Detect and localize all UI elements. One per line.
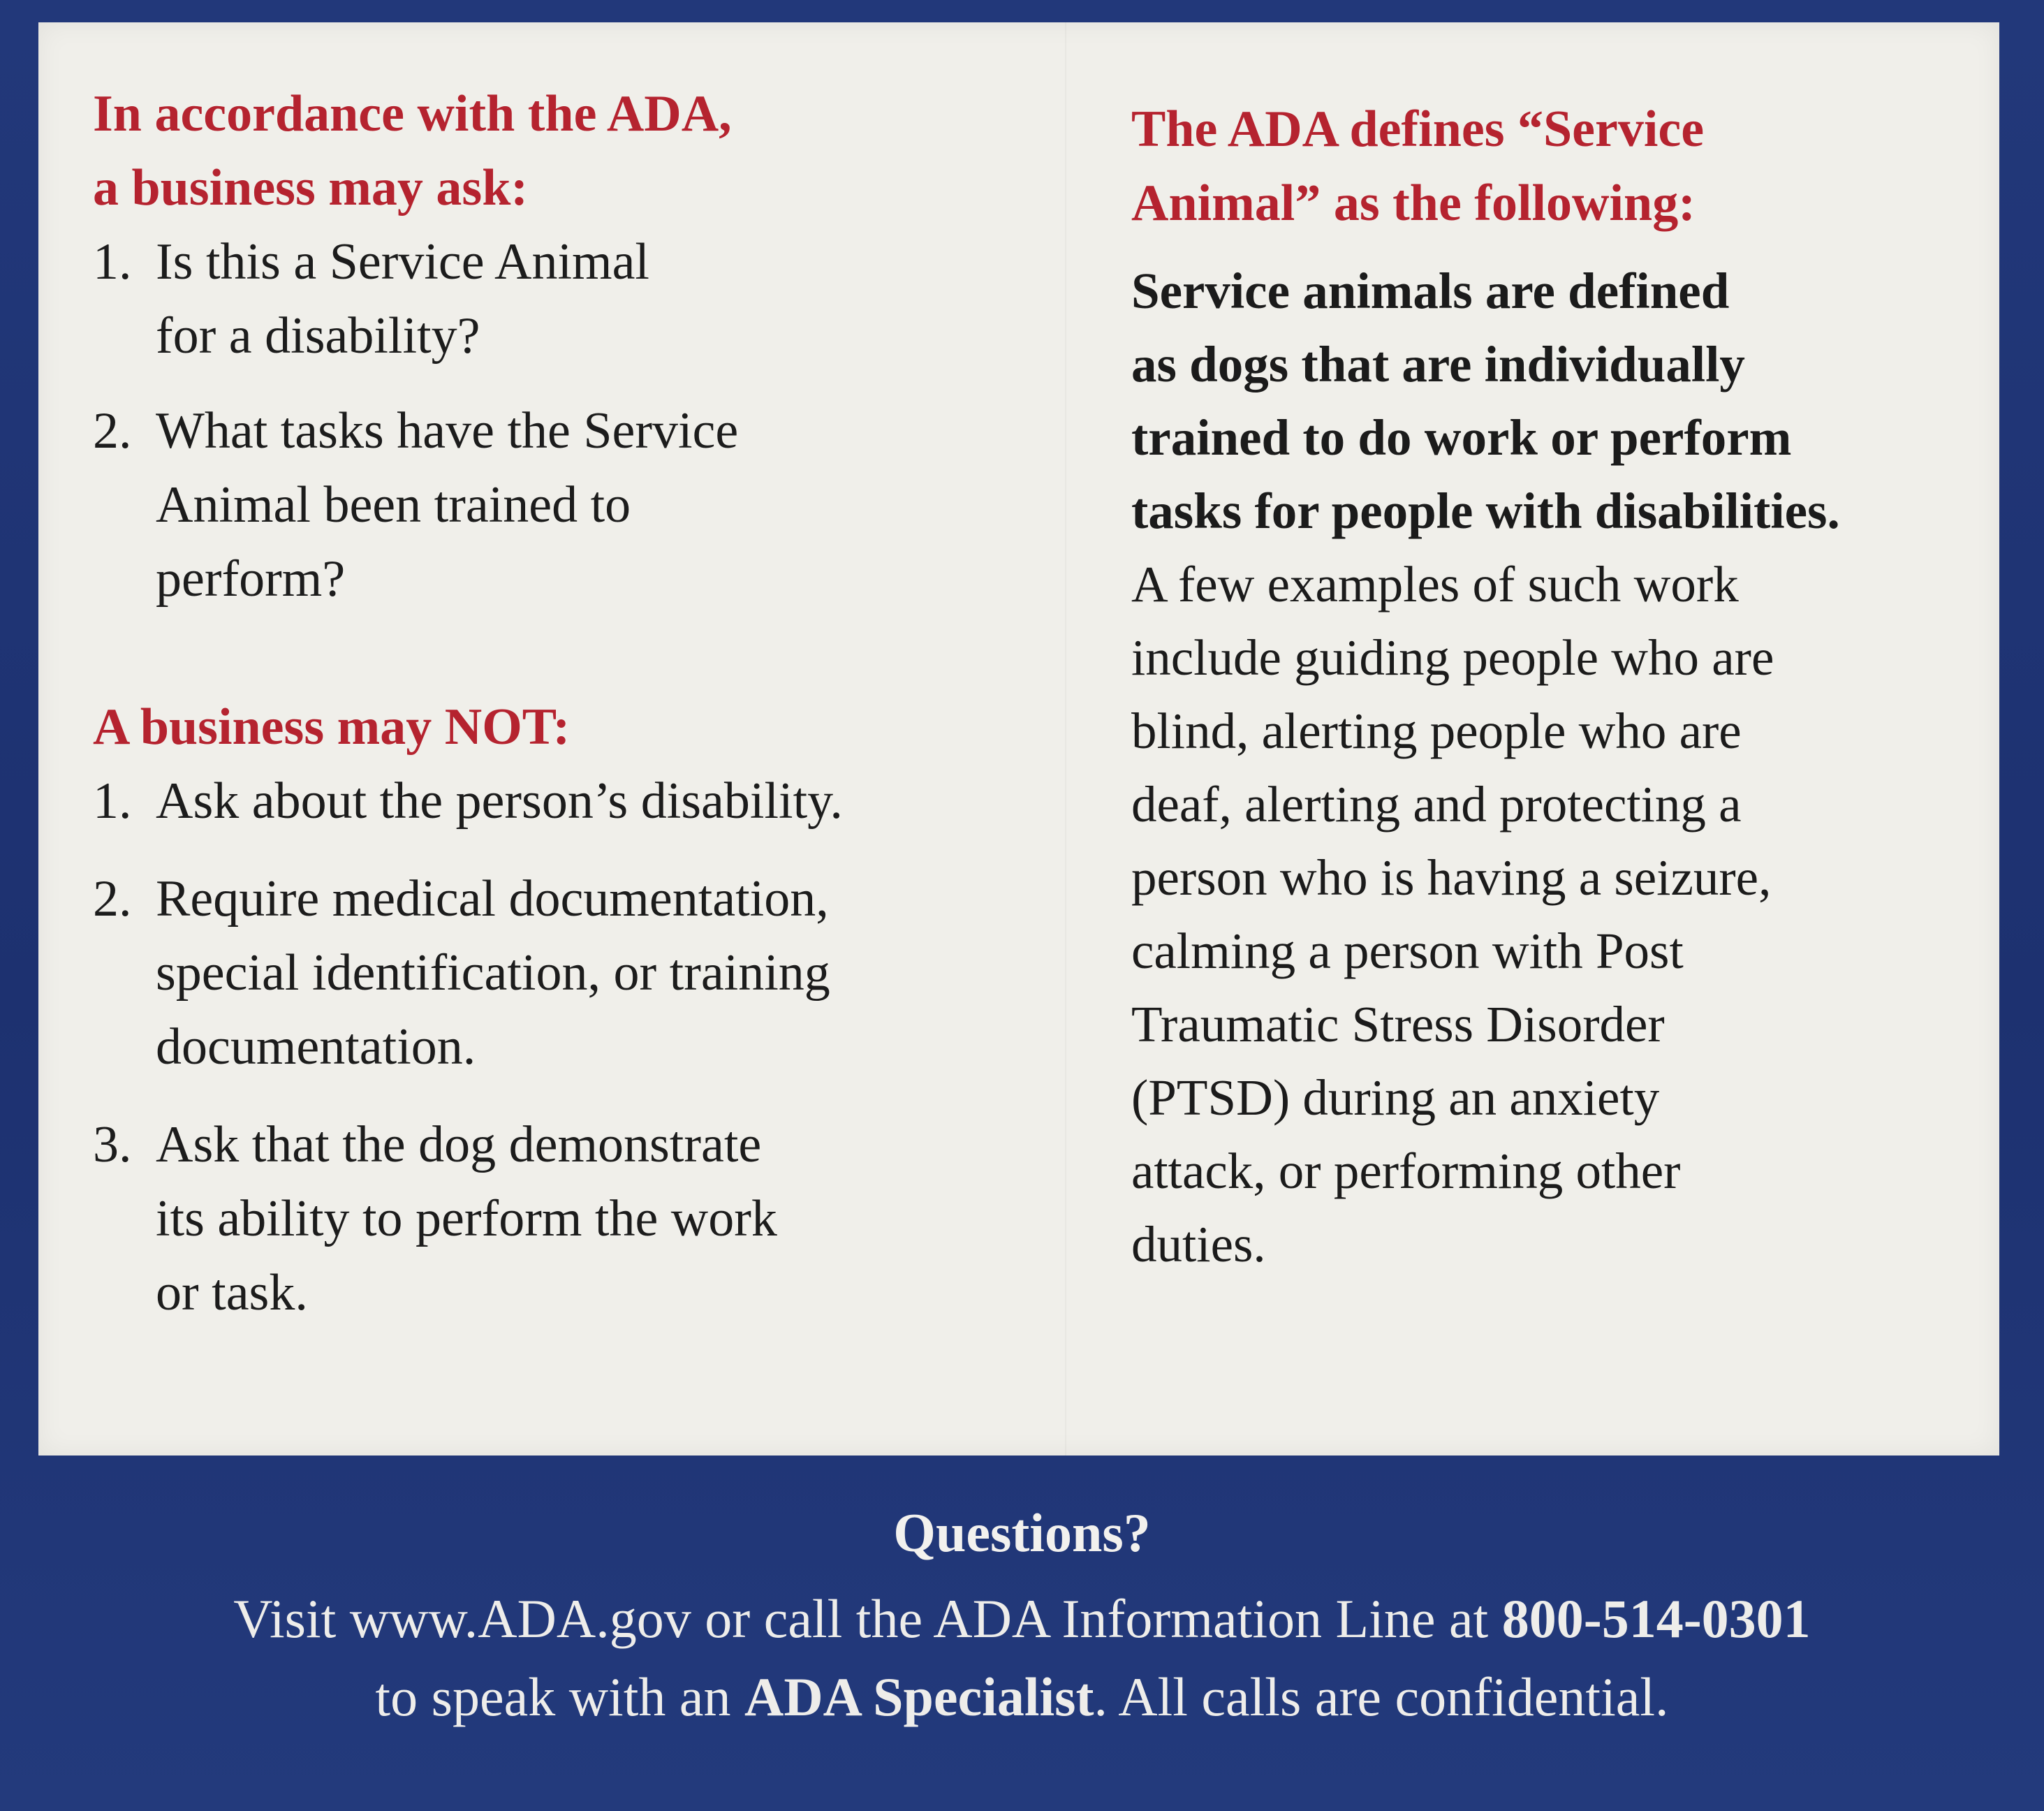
footer-text — [42, 1580, 2002, 1736]
definition-line: A few examples of such work — [1131, 556, 1739, 613]
may-not-item-2-line-1: Require medical documentation, — [156, 870, 829, 928]
may-not-item-3-line-3: or task. — [156, 1264, 308, 1321]
may-not-item-2 — [93, 862, 1057, 1084]
list-number: 2. — [93, 870, 132, 928]
footer-line-2 — [42, 1658, 2002, 1736]
definition-line: (PTSD) during an anxiety — [1131, 1069, 1660, 1126]
may-ask-heading-line-2: a business may ask: — [93, 159, 529, 217]
definition-line: deaf, alerting and protecting a — [1131, 776, 1742, 833]
footer-line-1 — [42, 1580, 2002, 1658]
may-not-item-3-line-2: its ability to perform the work — [156, 1190, 777, 1247]
definition-heading-line-1: The ADA defines “Service — [1131, 101, 1705, 158]
left-column — [93, 77, 1057, 1354]
may-ask-item-1-line-2: for a disability? — [156, 307, 480, 365]
may-not-item-2-line-2: special identification, or training — [156, 944, 830, 1002]
may-ask-item-2-line-1: What tasks have the Service — [156, 402, 739, 460]
may-ask-heading — [93, 77, 1057, 225]
fold-line — [1065, 22, 1066, 1456]
definition-line: blind, alerting people who are — [1131, 703, 1742, 759]
may-ask-item-1 — [93, 225, 1057, 373]
definition-heading — [1131, 92, 1990, 240]
right-column — [1131, 92, 1990, 1281]
may-ask-item-2-line-2: Animal been trained to — [156, 476, 631, 534]
may-not-item-2-line-3: documentation. — [156, 1018, 476, 1076]
content-panel — [38, 22, 1999, 1456]
definition-line: Traumatic Stress Disorder — [1131, 996, 1665, 1053]
may-not-list — [93, 764, 1057, 1330]
phone-number: 800-514-0301 — [1501, 1588, 1811, 1649]
may-ask-list — [93, 225, 1057, 616]
may-ask-item-2-line-3: perform? — [156, 550, 346, 608]
definition-line: person who is having a seizure, — [1131, 849, 1772, 906]
footer-speak-text: to speak with an — [375, 1666, 744, 1727]
may-not-heading: A business may NOT: — [93, 698, 571, 756]
may-ask-item-2 — [93, 394, 1057, 616]
definition-text — [1131, 254, 1990, 1281]
may-not-item-1-line-1: Ask about the person’s disability. — [156, 772, 843, 830]
may-not-item-1 — [93, 764, 1057, 838]
may-ask-heading-line-1: In accordance with the ADA, — [93, 85, 732, 142]
definition-line: calming a person with Post — [1131, 923, 1684, 979]
definition-line: Service animals are defined — [1131, 263, 1730, 319]
may-not-item-3 — [93, 1108, 1057, 1330]
may-not-item-3-line-1: Ask that the dog demonstrate — [156, 1116, 762, 1173]
definition-line: as dogs that are individually — [1131, 336, 1745, 393]
footer-visit-text: Visit www.ADA.gov or call the ADA Information Line at — [233, 1588, 1502, 1649]
definition-line: tasks for people with disabilities. — [1131, 483, 1840, 539]
list-number: 2. — [93, 402, 132, 460]
definition-line: trained to do work or perform — [1131, 409, 1792, 466]
footer-title: Questions? — [893, 1502, 1151, 1563]
may-ask-item-1-line-1: Is this a Service Animal — [156, 233, 649, 291]
list-number: 1. — [93, 233, 132, 291]
definition-line: attack, or performing other — [1131, 1143, 1681, 1199]
definition-heading-line-2: Animal” as the following: — [1131, 175, 1696, 232]
definition-line: include guiding people who are — [1131, 629, 1774, 686]
footer-confidential-text: . All calls are confidential. — [1094, 1666, 1669, 1727]
ada-specialist-text: ADA Specialist — [744, 1666, 1094, 1727]
definition-line: duties. — [1131, 1216, 1266, 1273]
list-number: 1. — [93, 772, 132, 830]
list-number: 3. — [93, 1116, 132, 1173]
